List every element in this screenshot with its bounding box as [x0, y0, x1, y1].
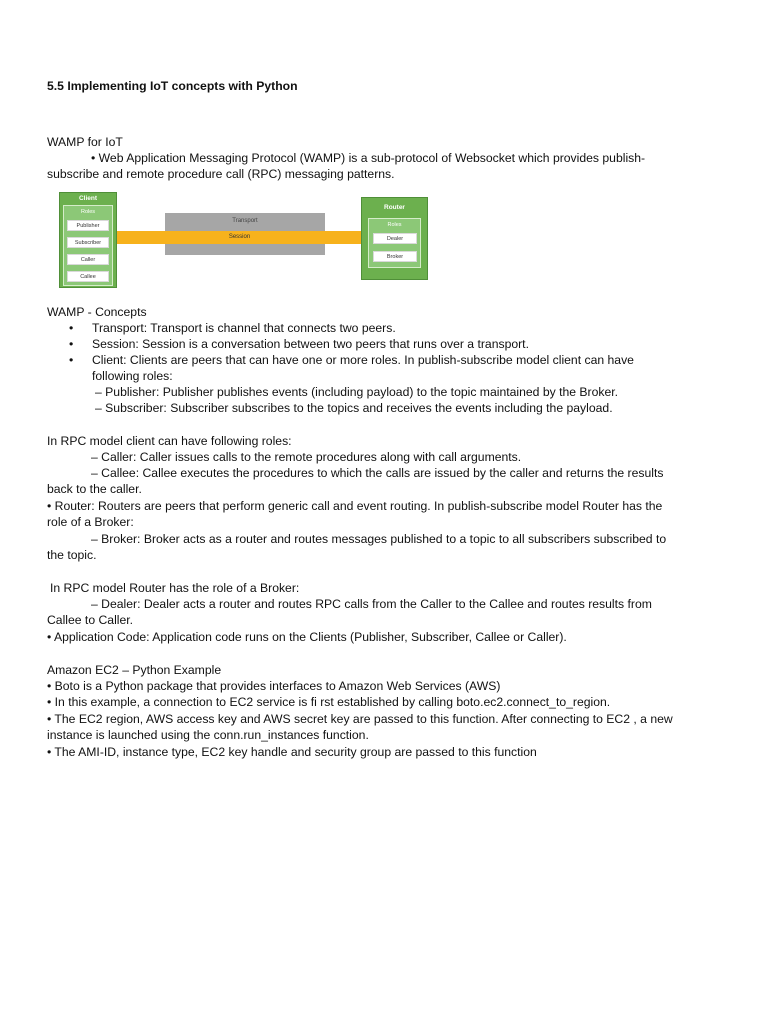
- concepts-heading: WAMP - Concepts: [47, 305, 147, 319]
- concept-session: Session: Session is a conversation between two peers that runs over a transport.: [92, 337, 529, 351]
- session-label: Session: [228, 234, 251, 240]
- bullet-marker: •: [69, 353, 74, 367]
- concept-transport: Transport: Transport is channel that connects two peers.: [92, 321, 396, 335]
- wamp-heading: WAMP for IoT: [47, 135, 123, 149]
- wamp-intro-line1: • Web Application Messaging Protocol (WAMP) is a sub-protocol of Websocket which provides publish-: [91, 151, 646, 165]
- rpc-caller: – Caller: Caller issues calls to the remote procedures along with call arguments.: [91, 450, 522, 464]
- bullet-marker: •: [69, 337, 74, 351]
- rpc-callee-line2: back to the caller.: [47, 482, 142, 496]
- concept-client-line2: following roles:: [92, 369, 173, 383]
- router-line1: • Router: Routers are peers that perform generic call and event routing. In publish-subscribe model Router has the: [47, 499, 663, 513]
- wamp-diagram: [59, 192, 429, 290]
- ec2-heading: Amazon EC2 – Python Example: [47, 663, 222, 677]
- router-title: Router: [384, 204, 405, 211]
- router-roles-label: Roles: [387, 222, 402, 228]
- transport-label: Transport: [232, 218, 258, 224]
- ec2-line3b: instance is launched using the conn.run_instances function.: [47, 728, 369, 742]
- broker-line1: – Broker: Broker acts as a router and routes messages published to a topic to all subscribers subscribed to: [91, 532, 667, 546]
- broker-line2: the topic.: [47, 548, 97, 562]
- dealer-line2: Callee to Caller.: [47, 613, 134, 627]
- section-title: 5.5 Implementing IoT concepts with Python: [47, 79, 298, 93]
- client-role-subscriber: Subscriber: [67, 237, 109, 248]
- dealer-line1: – Dealer: Dealer acts a router and routes RPC calls from the Caller to the Callee and routes results from: [91, 597, 652, 611]
- ec2-line2: • In this example, a connection to EC2 service is fi rst established by calling boto.ec2.connect_to_region.: [47, 695, 611, 709]
- session-bar: [117, 231, 362, 244]
- router-role-dealer: Dealer: [373, 233, 417, 244]
- rpc-router-heading: In RPC model Router has the role of a Broker:: [50, 581, 300, 595]
- concept-subscriber: – Subscriber: Subscriber subscribes to the topics and receives the events including the payload.: [95, 401, 613, 415]
- client-roles-panel: [63, 205, 113, 286]
- router-line2: role of a Broker:: [47, 515, 134, 529]
- ec2-line4: • The AMI-ID, instance type, EC2 key handle and security group are passed to this function: [47, 745, 537, 759]
- rpc-client-heading: In RPC model client can have following roles:: [47, 434, 292, 448]
- router-role-broker: Broker: [373, 251, 417, 262]
- router-box: [361, 197, 428, 280]
- client-role-callee: Callee: [67, 271, 109, 282]
- ec2-line3a: • The EC2 region, AWS access key and AWS secret key are passed to this function. After connecting to EC2 , a new: [47, 712, 673, 726]
- application-code: • Application Code: Application code runs on the Clients (Publisher, Subscriber, Callee or Caller).: [47, 630, 567, 644]
- client-role-publisher: Publisher: [67, 220, 109, 231]
- client-roles-label: Roles: [80, 209, 96, 215]
- concept-client-line1: Client: Clients are peers that can have one or more roles. In publish-subscribe model client can have: [92, 353, 634, 367]
- ec2-line1: • Boto is a Python package that provides interfaces to Amazon Web Services (AWS): [47, 679, 501, 693]
- client-role-caller: Caller: [67, 254, 109, 265]
- client-title: Client: [78, 195, 98, 202]
- router-roles-panel: [368, 218, 421, 268]
- wamp-intro-line2: subscribe and remote procedure call (RPC) messaging patterns.: [47, 167, 395, 181]
- client-box: [59, 192, 117, 288]
- bullet-marker: •: [69, 321, 74, 335]
- rpc-callee-line1: – Callee: Callee executes the procedures to which the calls are issued by the caller and returns the results: [91, 466, 664, 480]
- concept-publisher: – Publisher: Publisher publishes events (including payload) to the topic maintained by the Broker.: [95, 385, 619, 399]
